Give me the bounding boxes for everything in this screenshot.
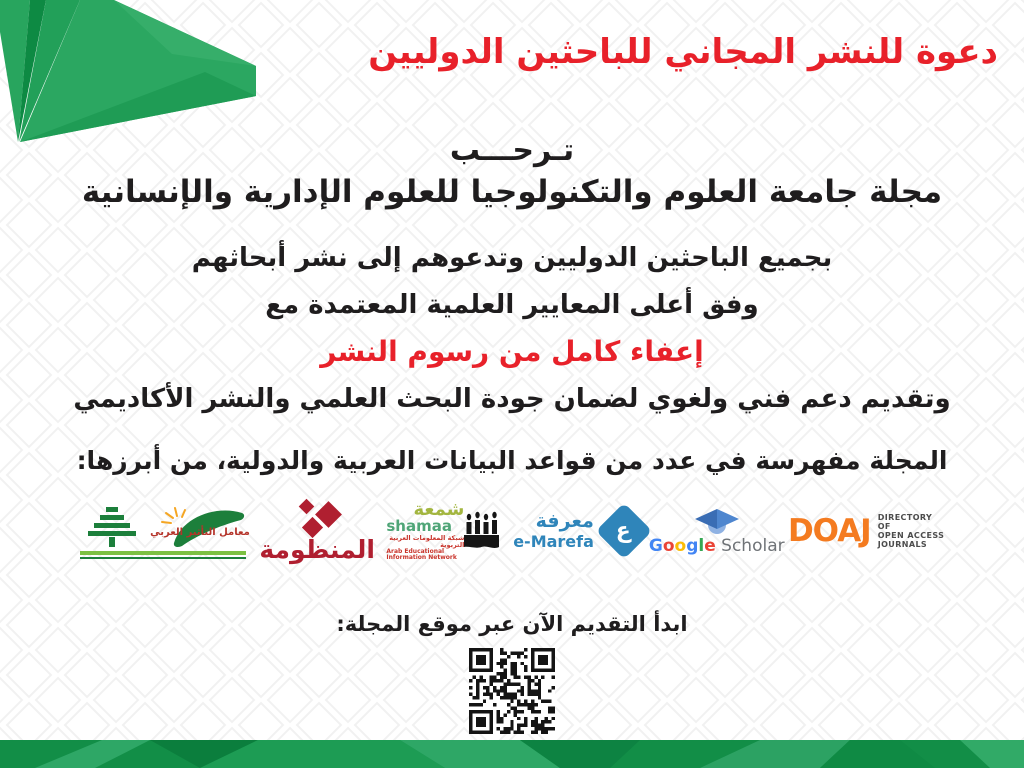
journal-name: مجلة جامعة العلوم والتكنولوجيا للعلوم الإدارية والإنسانية bbox=[81, 174, 943, 210]
logo-doaj bbox=[788, 506, 946, 556]
google-scholar-wordmark bbox=[649, 536, 785, 556]
google-letter: o bbox=[662, 536, 675, 556]
logo-google-scholar bbox=[648, 500, 785, 562]
emarefa-text-block bbox=[513, 511, 594, 551]
scholar-word: Scholar bbox=[715, 536, 785, 556]
welcome-text: تـرحـــب bbox=[449, 133, 575, 168]
logo-arab-impact-factor bbox=[78, 499, 250, 563]
emarefa-latin-label: e-Marefa bbox=[513, 531, 594, 551]
mandumah-diamond-icon bbox=[299, 499, 315, 515]
top-left-ribbon bbox=[0, 0, 258, 150]
logo-mandumah bbox=[259, 498, 375, 564]
shamaa-arabic-label: شمعة bbox=[413, 498, 465, 520]
doaj-acronym: DOAJ bbox=[787, 512, 871, 549]
logos-row bbox=[78, 496, 946, 566]
emarefa-diamond-icon bbox=[596, 503, 653, 560]
shamaa-latin-label: shamaa bbox=[386, 517, 452, 536]
shamaa-text-block bbox=[386, 498, 465, 562]
google-letter: o bbox=[674, 536, 687, 556]
emarefa-arabic-label: معرفة bbox=[535, 509, 594, 532]
graduation-cap-icon bbox=[694, 506, 740, 534]
cta-text: ابدأ التقديم الآن عبر موقع المجلة: bbox=[336, 612, 688, 636]
google-letter: G bbox=[648, 536, 663, 556]
qr-code bbox=[469, 648, 555, 734]
arab-impact-factor-icon bbox=[78, 499, 250, 563]
headline-text: دعوة للنشر المجاني للباحثين الدوليين bbox=[368, 32, 998, 72]
google-letter: g bbox=[686, 536, 699, 556]
emarefa-glyph: ع bbox=[616, 518, 632, 544]
indexing-intro: المجلة مفهرسة في عدد من قواعد البيانات العربية والدولية، من أبرزها: bbox=[76, 446, 948, 475]
doaj-tagline bbox=[878, 513, 946, 550]
arab-impact-factor-label: معامل التأثير العربي bbox=[150, 527, 250, 538]
mandumah-label: المنظومة bbox=[259, 535, 375, 564]
bottom-ribbon bbox=[0, 740, 1024, 768]
shamaa-subtitle-arabic: شبكة المعلومات العربية التربوية bbox=[389, 534, 465, 550]
google-letter: e bbox=[704, 536, 716, 556]
logo-emarefa bbox=[512, 501, 646, 561]
doaj-tagline-line: DIRECTORY OF bbox=[877, 512, 933, 531]
body-line-3: وتقديم دعم فني ولغوي لضمان جودة البحث العلمي والنشر الأكاديمي bbox=[73, 384, 951, 414]
shamaa-subtitle-english: Arab Educational Information Network bbox=[386, 547, 457, 562]
doaj-tagline-line: OPEN ACCESS bbox=[877, 531, 945, 540]
doaj-tagline-line: JOURNALS bbox=[877, 540, 928, 550]
body-line-1: بجميع الباحثين الدوليين وتدعوهم إلى نشر أبحاثهم bbox=[191, 243, 833, 273]
body-line-2: وفق أعلى المعايير العلمية المعتمدة مع bbox=[265, 290, 759, 320]
shamaa-candles-icon bbox=[464, 508, 500, 554]
google-letter: l bbox=[698, 536, 705, 556]
logo-shamaa bbox=[384, 498, 502, 562]
fee-waiver-highlight: إعفاء كامل من رسوم النشر bbox=[320, 335, 704, 368]
